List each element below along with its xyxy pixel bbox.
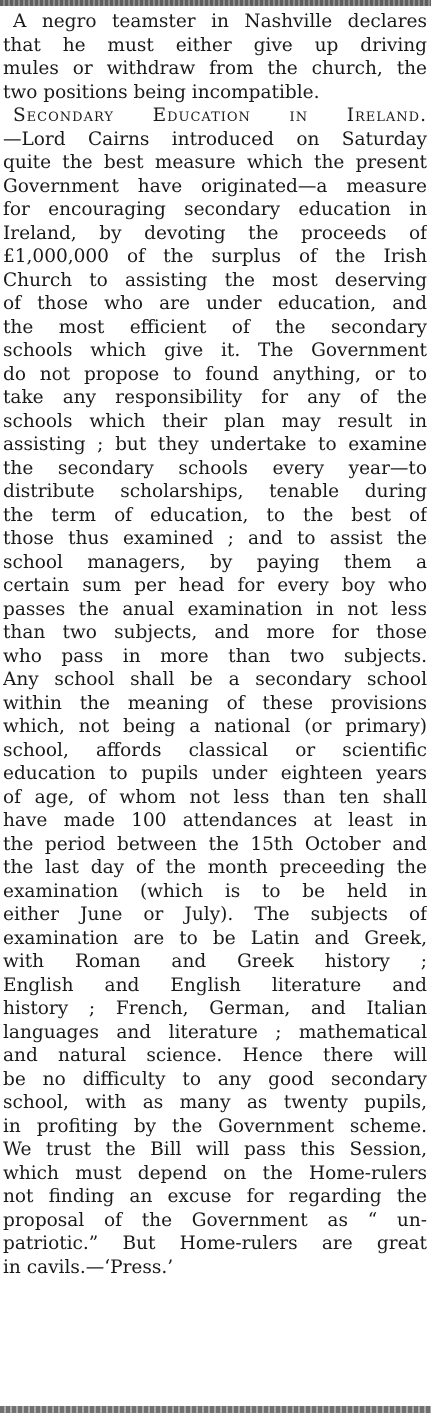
text-line: history ; French, German, and Italian <box>3 998 427 1019</box>
text-line: with Roman and Greek history ; <box>3 951 427 972</box>
text-line: of those who are under education, and <box>3 293 427 314</box>
text-line: proposal of the Government as “ un- <box>3 1209 427 1231</box>
text-line: English and English literature and <box>3 974 427 996</box>
text-line: of age, of whom not less than ten shall <box>3 786 427 808</box>
article-column <box>3 10 427 1279</box>
text-line: the term of education, to the best of <box>3 504 427 526</box>
text-line: who pass in more than two subjects. <box>3 645 427 667</box>
text-line: within the meaning of these provisions <box>3 692 427 714</box>
text-line: the most efficient of the secondary <box>3 316 427 338</box>
text-line: that he must either give up driving <box>3 34 427 56</box>
text-line: be no difficulty to any good secondary <box>3 1068 427 1090</box>
text-line: the secondary schools every year—to <box>3 457 427 479</box>
text-line: take any responsibility for any of the <box>3 387 427 408</box>
text-line: schools which their plan may result in <box>3 410 427 432</box>
text-line: the period between the 15th October and <box>3 833 427 855</box>
text-line: those thus examined ; and to assist the <box>3 528 427 549</box>
text-line: Church to assisting the most deserving <box>3 269 427 291</box>
section-heading: Secondary Education in Ireland. <box>13 105 427 126</box>
text-line: either June or July). The subjects of <box>3 904 427 925</box>
text-line: passes the anual examination in not less <box>3 598 427 620</box>
text-line: We trust the Bill will pass this Session, <box>3 1139 427 1160</box>
text-line: assisting ; but they undertake to examine <box>3 434 427 455</box>
paragraph-teamster <box>3 10 427 104</box>
top-rule <box>0 0 431 6</box>
text-line: patriotic.” But Home-rulers are great <box>3 1233 427 1254</box>
text-line: examination (which is to be held in <box>3 880 427 902</box>
text-line: languages and literature ; mathematical <box>3 1021 427 1043</box>
text-line: —Lord Cairns introduced on Saturday <box>3 128 427 150</box>
text-line: have made 100 attendances at least in <box>3 810 427 831</box>
text-line: which, not being a national (or primary) <box>3 716 427 737</box>
text-line: Ireland, by devoting the proceeds of <box>3 222 427 244</box>
text-line: quite the best measure which the present <box>3 152 427 173</box>
text-line: do not propose to found anything, or to <box>3 363 427 385</box>
text-line: than two subjects, and more for those <box>3 622 427 643</box>
text-line: £1,000,000 of the surplus of the Irish <box>3 246 427 267</box>
text-line: schools which give it. The Government <box>3 340 427 361</box>
paragraph-secondary-education <box>3 104 427 1279</box>
text-line: in cavils.—‘Press.’ <box>3 1256 174 1278</box>
text-line: education to pupils under eighteen years <box>3 763 427 784</box>
bottom-rule <box>0 1406 431 1413</box>
text-line: school, affords classical or scientific <box>3 739 427 761</box>
text-line: Any school shall be a secondary school <box>3 669 427 690</box>
text-line: school managers, by paying them a <box>3 551 427 573</box>
text-line: the last day of the month preceeding the <box>3 857 427 878</box>
text-line: A negro teamster in Nashville declares <box>13 11 427 32</box>
text-line: school, with as many as twenty pupils, <box>3 1092 427 1113</box>
text-line: which must depend on the Home-rulers <box>3 1162 427 1184</box>
text-line: distribute scholarships, tenable during <box>3 481 427 502</box>
text-line: Government have originated—a measure <box>3 175 427 197</box>
text-line: for encouraging secondary education in <box>3 199 427 220</box>
text-line: two positions being incompatible. <box>3 81 320 103</box>
text-line: certain sum per head for every boy who <box>3 575 427 596</box>
text-line: examination are to be Latin and Greek, <box>3 927 427 949</box>
text-line: in profiting by the Government scheme. <box>3 1115 427 1137</box>
text-line: and natural science. Hence there will <box>3 1045 427 1066</box>
text-line: mules or withdraw from the church, the <box>3 58 427 79</box>
text-line: not finding an excuse for regarding the <box>3 1186 427 1207</box>
